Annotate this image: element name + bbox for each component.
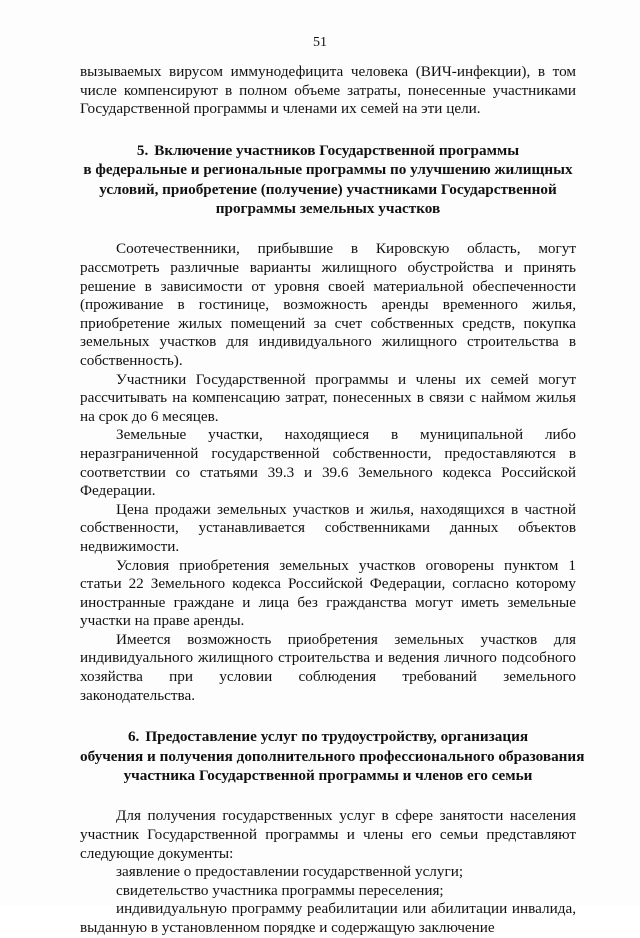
page-number: 51	[313, 35, 327, 50]
section-5-paragraph-6: Имеется возможность приобретения земельных участков для индивидуального жилищного строительства и ведения личного подсобного хозяйства при условии соблюдения требований земельного законодательства.	[80, 630, 576, 704]
intro-paragraph: вызываемых вирусом иммунодефицита человека (ВИЧ-инфекции), в том числе компенсируют в полном объеме затраты, понесенные участниками Государственной программы и членами их семей на эти цели.	[80, 63, 576, 118]
section-5-paragraph-3: Земельные участки, находящиеся в муниципальной либо неразграниченной государственной собственности, предоставляются в соответствии со статьями 39.3 и 39.6 Земельного кодекса Российской Федерации.	[80, 426, 576, 500]
section-6-heading-line-2: обучения и получения дополнительного профессионального образования	[80, 747, 585, 765]
section-5-paragraph-4: Цена продажи земельных участков и жилья, находящихся в частной собственности, устанавливается собственниками данных объектов недвижимости.	[80, 500, 576, 555]
document-body	[80, 63, 585, 938]
section-5-heading-line-1: 5. Включение участников Государственной программы	[136, 141, 520, 159]
section-5-paragraph-1: Соотечественники, прибывшие в Кировскую область, могут рассмотреть различные варианты жилищного обустройства и принять решение в зависимости от уровня своей материальной обеспеченности (проживание в гостинице, возможность аренды временного жилья, приобретение жилых помещений за счет собственных средств, покупка земельных участков для индивидуального жилищного строительства в собственность).	[80, 240, 576, 369]
list-item-application: заявление о предоставлении государственной услуги;	[116, 863, 464, 881]
section-5-heading-line-4: программы земельных участков	[215, 200, 441, 217]
section-5-heading-line-3: условий, приобретение (получение) участниками Государственной	[99, 180, 557, 198]
list-item-certificate: свидетельство участника программы переселения;	[116, 881, 444, 899]
section-6-heading-line-3: участника Государственной программы и членов его семьи	[123, 767, 533, 785]
section-5-paragraph-5: Условия приобретения земельных участков оговорены пунктом 1 статьи 22 Земельного кодекса Российской Федерации, согласно которому иностранные граждане и лица без гражданства могут иметь земельные участки на праве аренды.	[80, 556, 576, 630]
section-5-heading	[80, 141, 576, 219]
section-6-heading	[80, 727, 585, 785]
section-5-number: 5.	[136, 141, 149, 159]
section-6-number: 6.	[127, 728, 140, 746]
section-5-paragraph-2: Участники Государственной программы и члены их семей могут рассчитывать на компенсацию затрат, понесенных в связи с наймом жилья на срок до 6 месяцев.	[80, 370, 576, 425]
section-6-heading-line-1: 6. Предоставление услуг по трудоустройству, организация	[127, 728, 529, 746]
list-item-rehabilitation-program: индивидуальную программу реабилитации или абилитации инвалида, выданную в установленном порядке и содержащую заключение	[80, 900, 576, 937]
section-5-heading-line-2: в федеральные и региональные программы по улучшению жилищных	[83, 161, 573, 179]
section-6-paragraph-1: Для получения государственных услуг в сфере занятости населения участник Государственной программы и члены его семьи представляют следующие документы:	[80, 807, 576, 862]
